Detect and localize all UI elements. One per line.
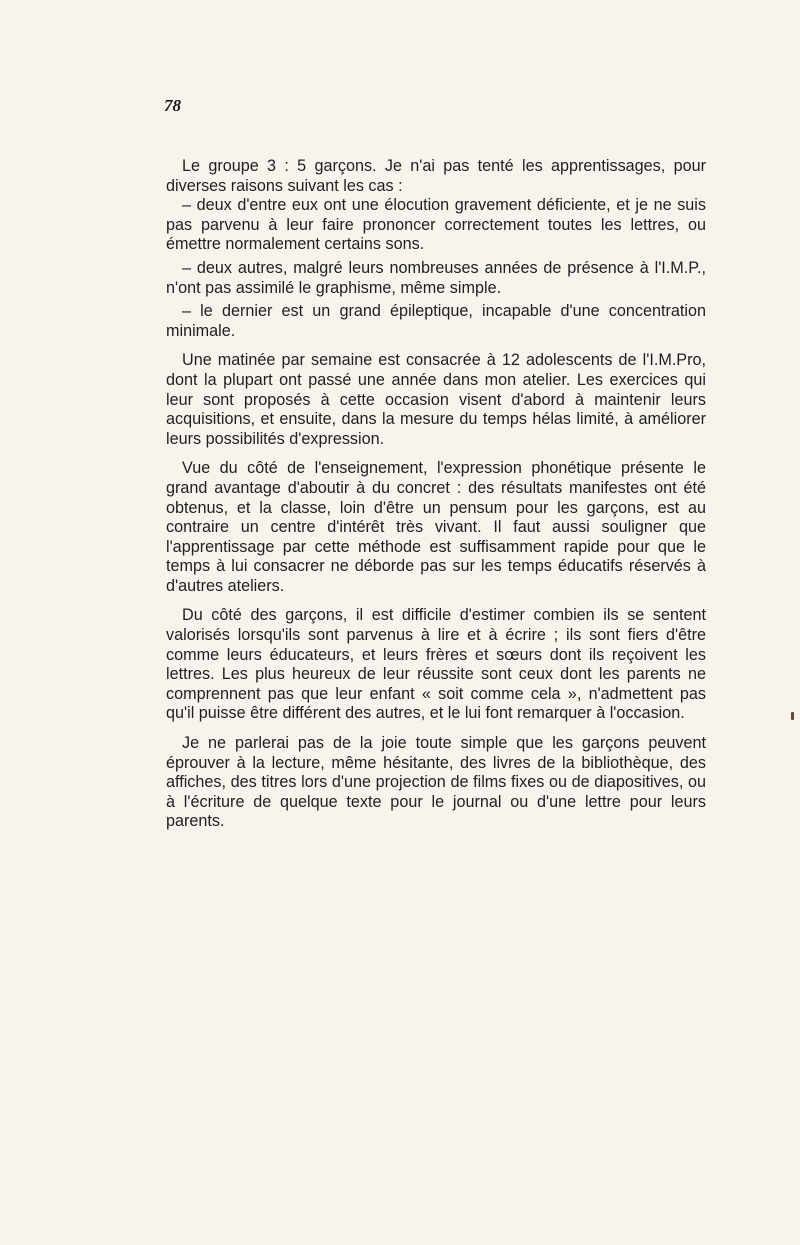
- list-item-elocution: – deux d'entre eux ont une élocution gravement déficiente, et je ne suis pas parvenu à leur faire prononcer correctement toutes les lettres, ou émettre normalement certains sons.: [166, 196, 706, 254]
- paragraph-group-3: Le groupe 3 : 5 garçons. Je n'ai pas tenté les apprentissages, pour diverses raisons suivant les cas :: [166, 157, 706, 195]
- page-number: 78: [164, 96, 181, 115]
- paragraph-joie: Je ne parlerai pas de la joie toute simple que les garçons peuvent éprouver à la lecture, même hésitante, des livres de la bibliothèque, des affiches, des titres lors d'une projection de films fixes ou de diapositives, ou à l'écriture de quelque texte pour le journal ou d'une lettre pour leurs parents.: [166, 734, 706, 831]
- paragraph-enseignement: Vue du côté de l'enseignement, l'expression phonétique présente le grand avantage d'aboutir à du concret : des résultats manifestes ont été obtenus, et la classe, loin d'être un pensum pour les garçons, est au contraire un centre d'intérêt très vivant. Il faut aussi souligner que l'apprentissage par cette méthode est suffisamment rapide pour que le temps à lui consacrer ne déborde pas sur les temps éducatifs réservés à d'autres ateliers.: [166, 459, 706, 595]
- paragraph-garcons: Du côté des garçons, il est difficile d'estimer combien ils se sentent valorisés lorsqu'ils sont parvenus à lire et à écrire ; ils sont fiers d'être comme leurs éducateurs, et leurs frères et sœurs dont ils reçoivent les lettres. Les plus heureux de leur réussite sont ceux dont les parents ne comprennent pas que leur enfant « soit comme cela », n'admettent pas qu'il puisse être différent des autres, et le lui font remarquer à l'occasion.: [166, 606, 706, 723]
- list-item-graphisme: – deux autres, malgré leurs nombreuses années de présence à l'I.M.P., n'ont pas assimilé le graphisme, même simple.: [166, 258, 706, 297]
- paragraph-matinee: Une matinée par semaine est consacrée à 12 adolescents de l'I.M.Pro, dont la plupart ont passé une année dans mon atelier. Les exercices qui leur sont proposés à cette occasion visent d'abord à maintenir leurs acquisitions, et ensuite, dans la mesure du temps hélas limité, à améliorer leurs possibilités d'expression.: [166, 351, 706, 448]
- margin-mark: [791, 712, 794, 720]
- list-item-epileptique: – le dernier est un grand épileptique, incapable d'une concentration minimale.: [166, 302, 706, 340]
- body-text: [166, 157, 706, 832]
